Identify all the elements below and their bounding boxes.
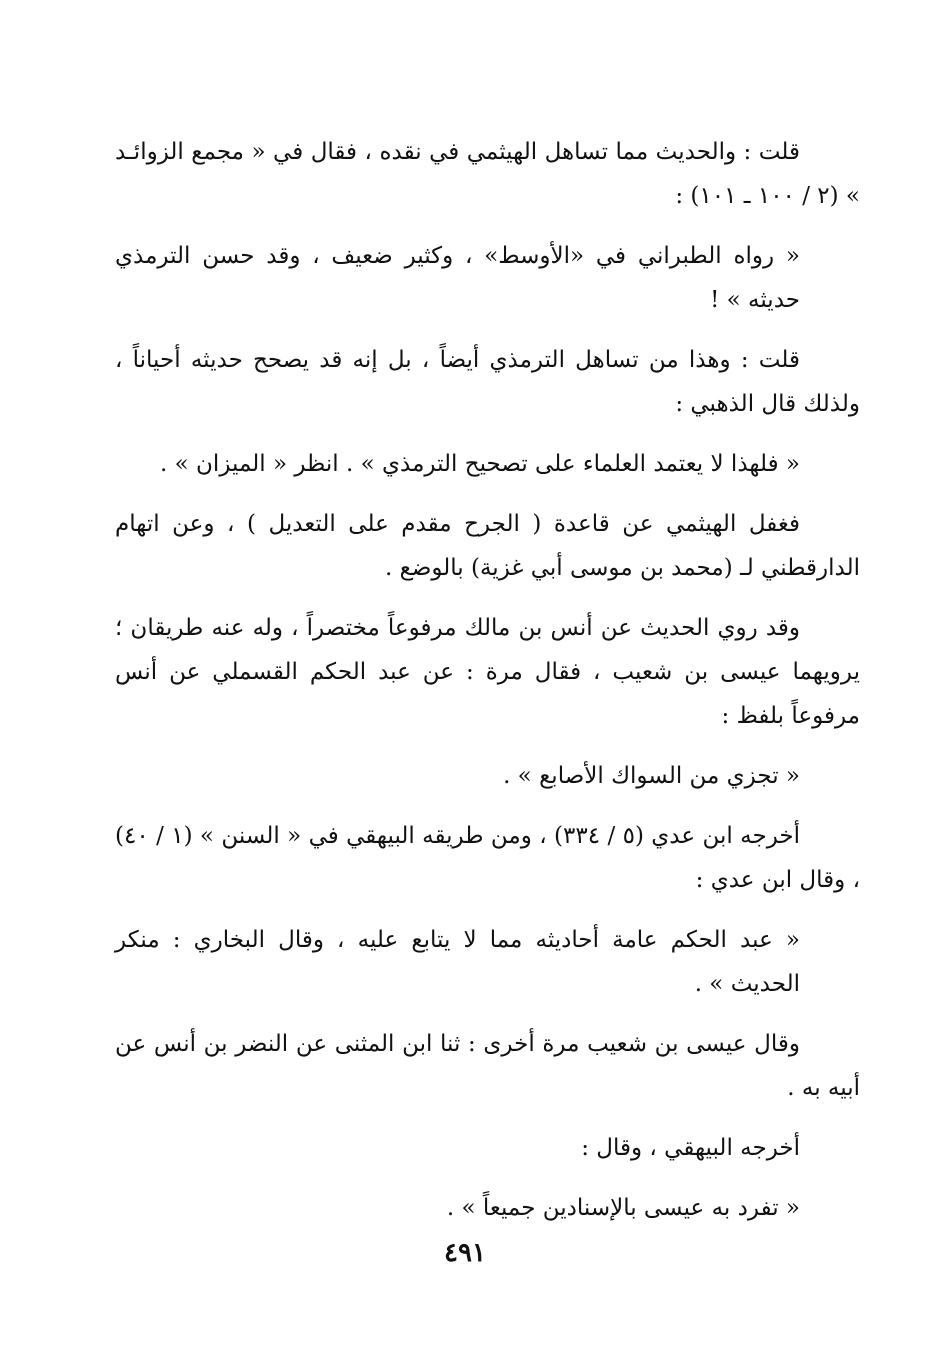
paragraph-6: وقال عيسى بن شعيب مرة أخرى : ثنا ابن المثنى عن النضر بن أنس عن أبيه به . [115,1031,860,1101]
quote-1: « رواه الطبراني في «الأوسط» ، وكثير ضعيف ، وقد حسن الترمذي حديثه » ! [115,243,800,313]
paragraph-3: فغفل الهيثمي عن قاعدة ( الجرح مقدم على التعديل ) ، وعن اتهام الدارقطني لـ (محمد بن موسى أبي غزية) بالوضع . [115,511,860,581]
page-text [115,130,860,1246]
paragraph-1: قلت : والحديث مما تساهل الهيثمي في نقده ، فقال في « مجمع الزوائـد » (٢ / ١٠٠ ـ ١٠١) : [115,139,860,209]
paragraph-7: أخرجه البيهقي ، وقال : [581,1135,800,1161]
paragraph-5: أخرجه ابن عدي (٥ / ٣٣٤) ، ومن طريقه البيهقي في « السنن » (١ / ٤٠) ، وقال ابن عدي : [115,823,860,893]
paragraph-4: وقد روي الحديث عن أنس بن مالك مرفوعاً مختصراً ، وله عنه طريقان ؛ يرويهما عيسى بن شعيب ، فقال مرة : عن عبد الحكم القسملي عن أنس مرفوعاً بلفظ : [115,615,860,729]
quote-2: « فلهذا لا يعتمد العلماء على تصحيح الترمذي » . انظر « الميزان » . [160,451,800,477]
paragraph-2: قلت : وهذا من تساهل الترمذي أيضاً ، بل إنه قد يصحح حديثه أحياناً ، ولذلك قال الذهبي : [115,347,860,417]
page-number: ٤٩١ [444,1238,486,1268]
quote-3: « تجزي من السواك الأصابع » . [503,763,800,789]
quote-5: « تفرد به عيسى بالإسنادين جميعاً » . [446,1195,800,1221]
quote-4: « عبد الحكم عامة أحاديثه مما لا يتابع عليه ، وقال البخاري : منكر الحديث » . [115,927,800,997]
